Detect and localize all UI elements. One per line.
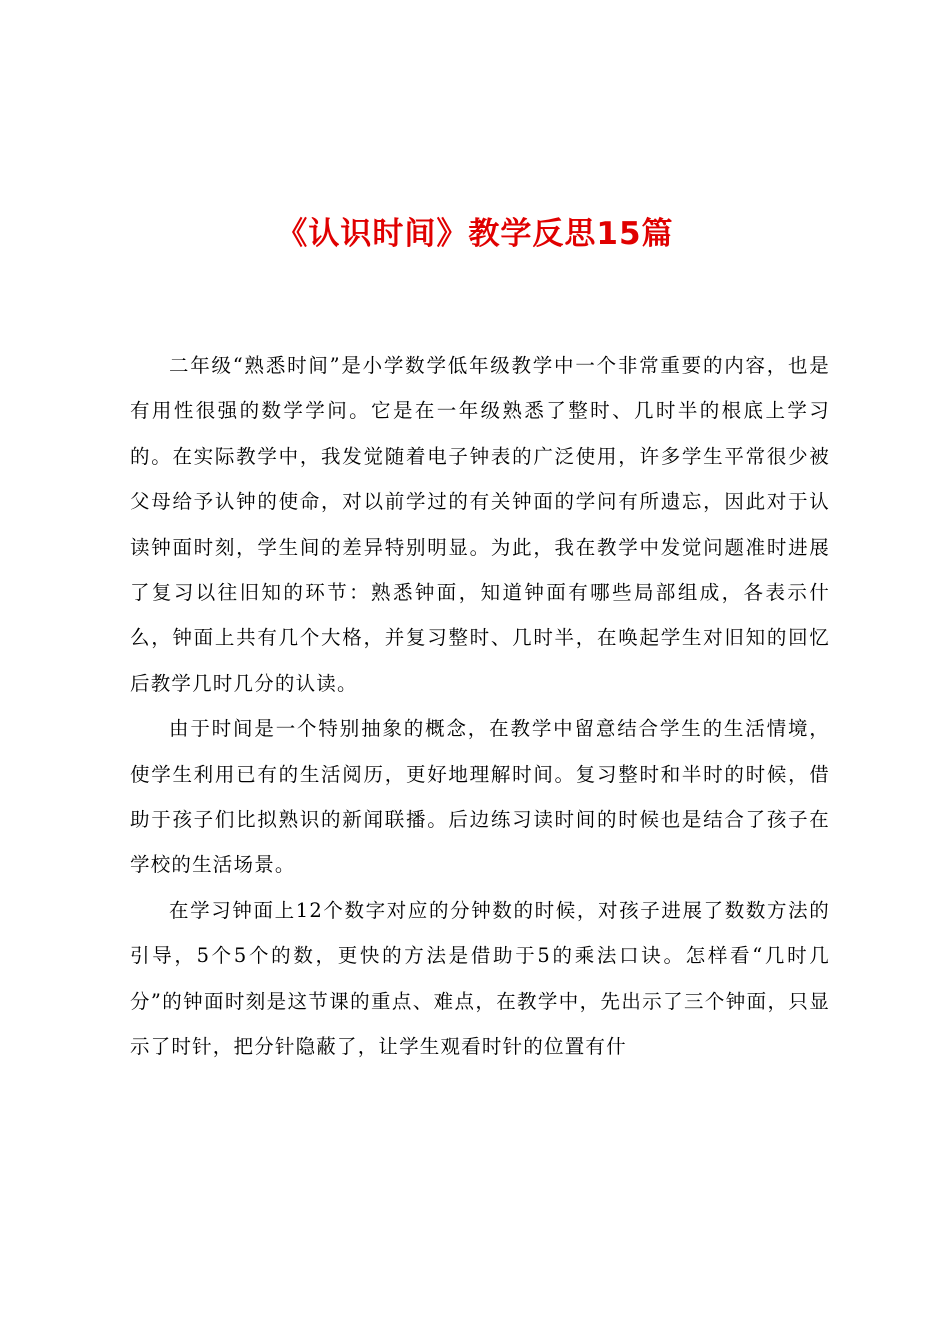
document-body <box>130 343 830 1070</box>
paragraph-2: 由于时间是一个特别抽象的概念，在教学中留意结合学生的生活情境，使学生利用已有的生活阅历，更好地理解时间。复习整时和半时的时候，借助于孩子们比拟熟识的新闻联播。后边练习读时间的时候也是结合了孩子在学校的生活场景。 <box>130 717 830 877</box>
paragraph-1: 二年级“熟悉时间”是小学数学低年级教学中一个非常重要的内容，也是有用性很强的数学学问。它是在一年级熟悉了整时、几时半的根底上学习的。在实际教学中，我发觉随着电子钟表的广泛使用，许多学生平常很少被父母给予认钟的使命，对以前学过的有关钟面的学问有所遗忘，因此对于认读钟面时刻，学生间的差异特别明显。为此，我在教学中发觉问题准时进展了复习以往旧知的环节：熟悉钟面，知道钟面有哪些局部组成，各表示什么，钟面上共有几个大格，并复习整时、几时半，在唤起学生对旧知的回忆后教学几时几分的认读。 <box>130 354 830 695</box>
document-title: 《认识时间》教学反思15篇 <box>276 216 674 252</box>
paragraph-3: 在学习钟面上12个数字对应的分钟数的时候，对孩子进展了数数方法的引导，5个5个的数，更快的方法是借助于5的乘法口诀。怎样看“几时几分”的钟面时刻是这节课的重点、难点，在教学中，先出示了三个钟面，只显示了时针，把分针隐蔽了，让学生观看时针的位置有什 <box>130 898 830 1059</box>
